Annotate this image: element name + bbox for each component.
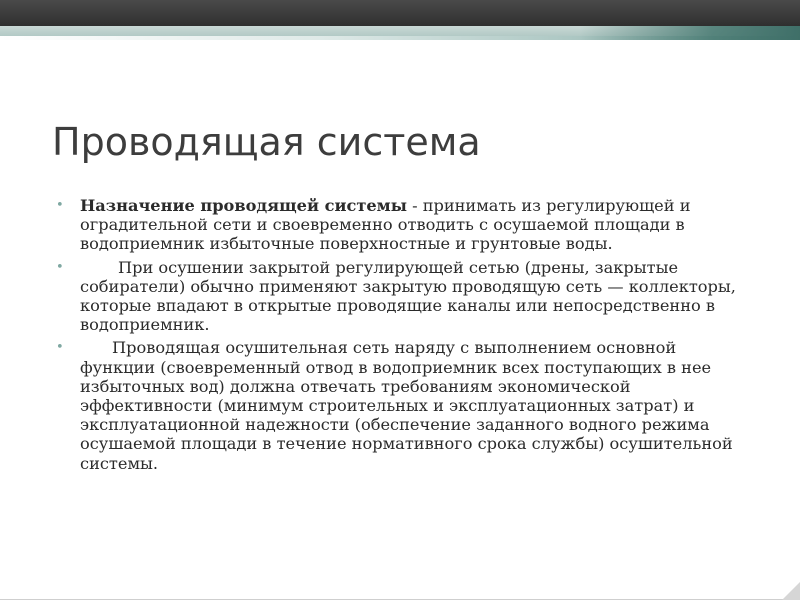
page-corner-fold [782,582,800,600]
bullet-item-purpose [56,196,746,254]
bullet-item-closed-network [56,258,746,335]
slide-title: Проводящая система [52,120,481,164]
teal-gradient-accent [580,26,800,40]
top-decorative-bar [0,0,800,26]
bullet-icon: • [56,198,64,213]
bullet-text: При осушении закрытой регулирующей сетью (дрены, закрытые собиратели) обычно применяют закрытую проводящую сеть — коллекторы, которые впадают в открытые проводящие каналы или непосредственно в водоприемник. [80,257,736,335]
bullet-bold-term: Назначение проводящей системы [80,196,407,215]
bullet-list [56,196,746,477]
bullet-text: Проводящая осушительная сеть наряду с выполнением основной функции (своевременный отвод в водоприемник всех поступающих в нее избыточных вод) должна отвечать требованиям экономической эффективности (минимум строительных и эксплуатационных затрат) и эксплуатационной надежности (обеспечение заданного водного режима осушаемой площади в течение нормативного срока службы) осушительной системы. [80,338,733,473]
bullet-icon: • [56,259,64,275]
bullet-text: - принимать из регулирующей и оградительной сети и своевременно отводить с осушаемой площади в водоприемник избыточные поверхностные и грунтовые воды. [80,196,691,254]
bullet-item-requirements [56,338,746,472]
bullet-icon: • [56,340,64,356]
